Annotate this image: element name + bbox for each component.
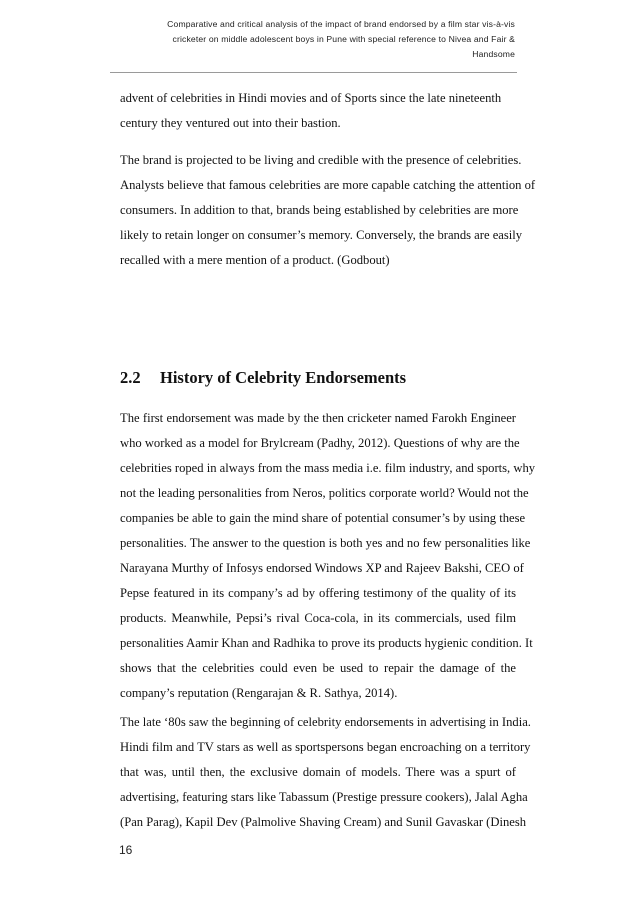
paragraph-line: Hindi film and TV stars as well as sportspersons began encroaching on a territory [120,740,531,754]
paragraph-continuation [120,86,516,136]
paragraph-late-80s [120,710,531,835]
paragraph-line: shows that the celebrities could even be used to repair the damage of the [120,661,516,675]
paragraph-line: century they ventured out into their bastion. [120,116,341,130]
paragraph-line: The late ‘80s saw the beginning of celebrity endorsements in advertising in India. [120,715,531,729]
paragraph-brand-projection [120,148,536,273]
paragraph-line: products. Meanwhile, Pepsi’s rival Coca-cola, in its commercials, used film [120,611,516,625]
paragraph-line: advent of celebrities in Hindi movies and of Sports since the late nineteenth [120,91,502,105]
paragraph-line: Narayana Murthy of Infosys endorsed Windows XP and Rajeev Bakshi, CEO of [120,561,524,575]
paragraph-line: personalities. The answer to the question is both yes and no few personalities like [120,536,531,550]
paragraph-line: consumers. In addition to that, brands being established by celebrities are more [120,203,519,217]
running-header-line-3: Handsome [472,49,515,59]
paragraph-line: celebrities roped in always from the mass media i.e. film industry, and sports, why [120,461,536,475]
paragraph-line: not the leading personalities from Neros, politics corporate world? Would not the [120,486,529,500]
section-heading [120,367,406,389]
paragraph-line: likely to retain longer on consumer’s memory. Conversely, the brands are easily [120,228,523,242]
paragraph-line: companies be able to gain the mind share of potential consumer’s by using these [120,511,526,525]
paragraph-line: Pepse featured in its company’s ad by offering testimony of the quality of its [120,586,516,600]
paragraph-line: The brand is projected to be living and credible with the presence of celebrities. [120,153,522,167]
paragraph-line: that was, until then, the exclusive domain of models. There was a spurt of [120,765,516,779]
paragraph-line: advertising, featuring stars like Tabassum (Prestige pressure cookers), Jalal Agha [120,790,528,804]
paragraph-line: personalities Aamir Khan and Radhika to prove its products hygienic condition. It [120,636,533,650]
page-number: 16 [119,843,133,857]
paragraph-line: Analysts believe that famous celebrities are more capable catching the attention of [120,178,536,192]
running-header-line-1: Comparative and critical analysis of the impact of brand endorsed by a film star vis-à-vis [167,19,515,29]
paragraph-line: recalled with a mere mention of a product. (Godbout) [120,253,390,267]
section-number: 2.2 [120,368,141,387]
section-title: History of Celebrity Endorsements [160,368,407,387]
running-header-line-2: cricketer on middle adolescent boys in Pune with special reference to Nivea and Fair & [172,34,515,44]
paragraph-line: (Pan Parag), Kapil Dev (Palmolive Shaving Cream) and Sunil Gavaskar (Dinesh [120,815,527,829]
paragraph-line: who worked as a model for Brylcream (Padhy, 2012). Questions of why are the [120,436,520,450]
header-divider [110,72,517,73]
paragraph-first-endorsement [120,406,536,706]
paragraph-line: The first endorsement was made by the then cricketer named Farokh Engineer [120,411,516,425]
paragraph-line: company’s reputation (Rengarajan & R. Sathya, 2014). [120,686,398,700]
running-header [110,17,515,62]
